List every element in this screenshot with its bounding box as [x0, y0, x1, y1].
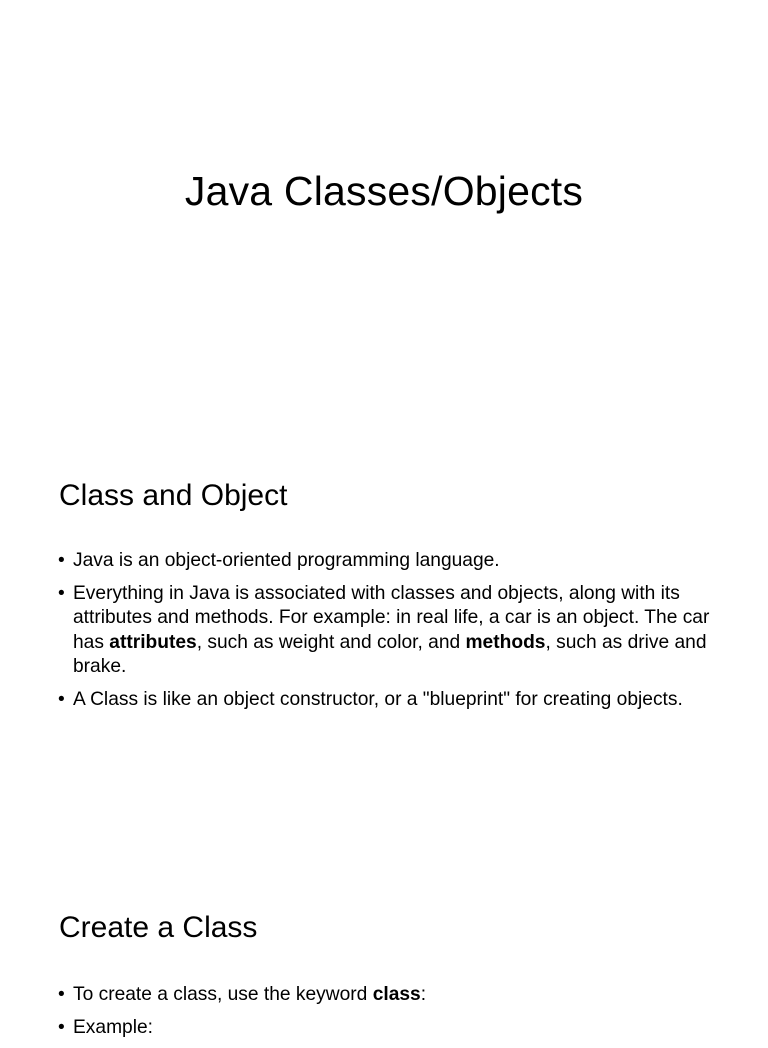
bullet-list — [58, 549, 718, 720]
bullet-text: , such as drive and brake. — [73, 631, 707, 677]
bullet-list — [58, 983, 718, 1048]
slide-title — [0, 0, 768, 432]
bullet-text: Example: — [73, 1016, 153, 1038]
presentation-title: Java Classes/Objects — [184, 168, 584, 214]
bullet-text: , such as weight and color, and — [196, 631, 466, 653]
bullet-item — [58, 983, 718, 1008]
bullet-item — [58, 1016, 718, 1041]
bold-term: attributes — [109, 631, 197, 653]
bullet-dot: • — [58, 984, 65, 1005]
bullet-item — [58, 582, 718, 680]
bullet-dot: • — [58, 582, 65, 604]
bullet-text: Everything in Java is associated with classes and objects, along with its attributes and methods. For example: in real life, a car is an object. The car has — [73, 582, 710, 653]
slide-heading: Class and Object — [59, 479, 288, 512]
bullet-item — [58, 549, 718, 574]
bullet-text: Java is an object-oriented programming language. — [73, 550, 500, 571]
bullet-dot: • — [58, 550, 65, 571]
slide-heading: Create a Class — [59, 911, 258, 944]
bullet-dot: • — [58, 688, 65, 710]
bullet-text: To create a class, use the keyword — [73, 984, 373, 1005]
slide-create-a-class — [0, 864, 768, 1038]
bullet-text: : — [420, 984, 427, 1005]
bullet-text: A Class is like an object constructor, or a "blueprint" for creating objects. — [73, 688, 683, 710]
slide-class-and-object — [0, 432, 768, 864]
bullet-item — [58, 688, 718, 713]
bold-term: class — [372, 984, 421, 1005]
bold-term: methods — [465, 631, 546, 653]
bullet-dot: • — [58, 1016, 65, 1038]
